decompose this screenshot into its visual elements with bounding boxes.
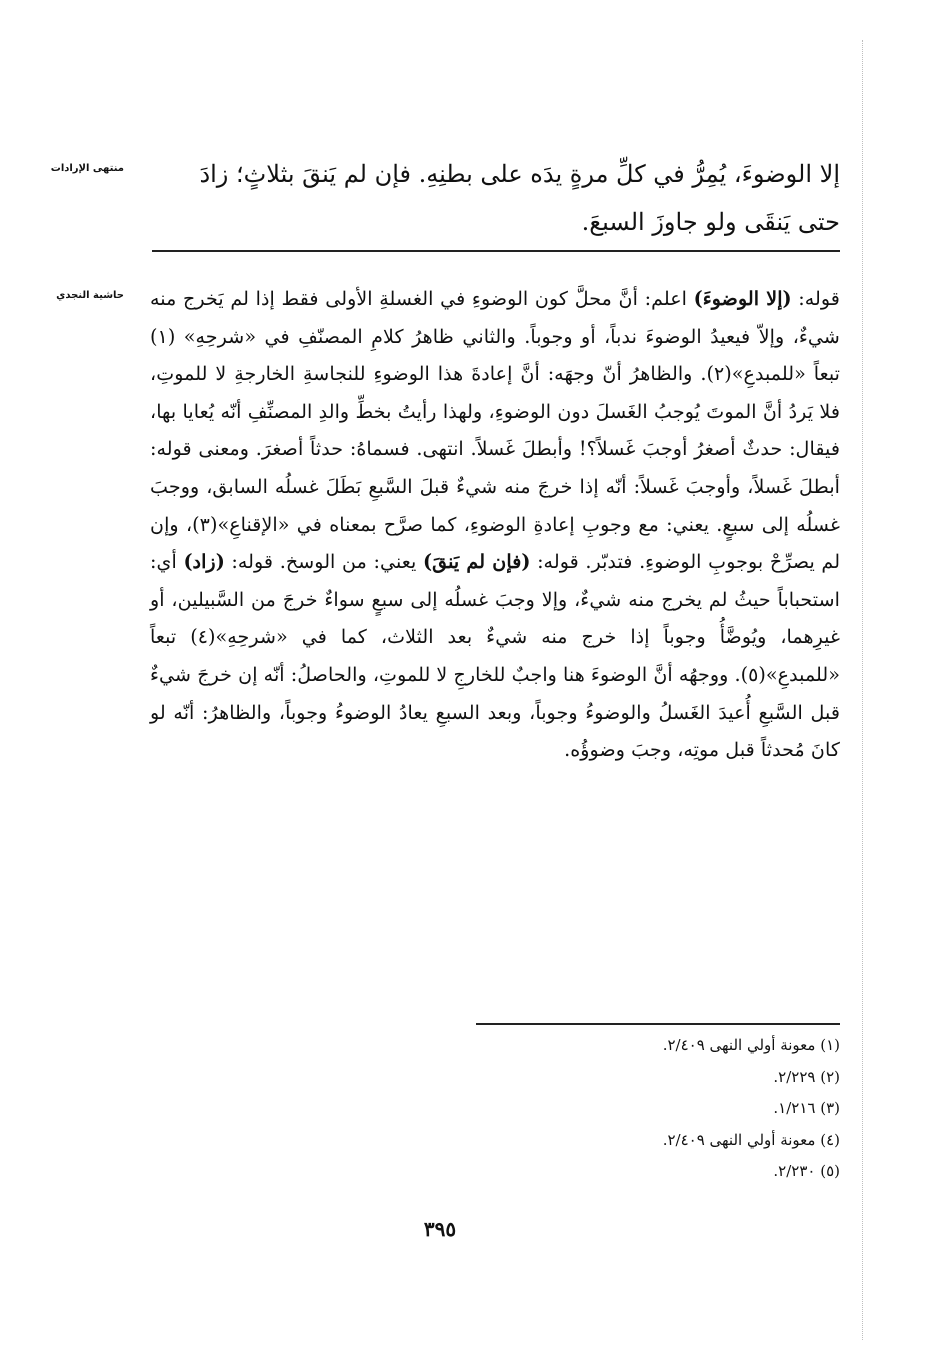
side-label-commentary: حاشية النجدي: [56, 290, 124, 301]
side-label-main-text: منتهى الإرادات: [50, 163, 124, 174]
footnotes: [470, 1030, 840, 1188]
margin-divider: [862, 40, 863, 1340]
page-number: ٣٩٥: [423, 1217, 457, 1241]
commentary-body: أي: استحباباً حيثُ لم يخرج منه شيءٌ، وإلا وجبَ غسلُه إلى سبعٍ سواءٌ خرجَ من السَّبيلين، أو غيرِهما، ويُوضَّأُ وجوباً إذا خرج منه شيءٌ بعد الثلاث، كما في «شرحِهِ»(٤) تبعاً «للمبدعِ»(٥). ووجهُه أنَّ الوضوءَ هنا واجبٌ للخارجِ لا للموتِ، والحاصلُ: أنّه إن خرجَ شيءٌ قبل السَّبعِ أُعيدَ الغَسلُ والوضوءُ وجوباً، وبعد السبعِ يعادُ الوضوءُ وجوباً، والظاهرُ: أنّه لو كانَ مُحدثاً قبل موتِه، وجبَ وضوؤُه.: [150, 550, 840, 762]
commentary-text: [150, 280, 840, 769]
commentary-term: (فإن لم يَنقَ): [423, 550, 531, 574]
main-text-line: إلا الوضوءَ، يُمِرُّ في كلِّ مرةٍ يدَه على بطنِهِ. فإن لم يَنقَ بثلاثٍ؛ زادَ: [199, 160, 840, 188]
footnote-item: (٥) ٢/٢٣٠.: [773, 1162, 840, 1180]
commentary-term: (زاد): [183, 550, 225, 574]
commentary-body: يعني: من الوسخ. قوله:: [231, 550, 417, 574]
commentary-term: (إلا الوضوءَ): [693, 287, 792, 310]
main-text: [150, 150, 840, 246]
commentary-paragraph: [150, 280, 840, 769]
main-text-separator: [152, 250, 840, 252]
footnote-item: (٣) ١/٢١٦.: [773, 1099, 840, 1117]
commentary-opening: قوله:: [798, 287, 840, 310]
footnote-item: (١) معونة أولي النهى ٢/٤٠٩.: [662, 1036, 840, 1054]
footnote-separator: [476, 1023, 840, 1025]
footnote-item: (٤) معونة أولي النهى ٢/٤٠٩.: [662, 1130, 840, 1149]
footnote-item: (٢) ٢/٢٢٩.: [773, 1067, 840, 1086]
commentary-body: اعلم: أنَّ محلَّ كون الوضوءِ في الغسلةِ الأولى فقط إذا لم يَخرج منه شيءٌ، وإلاّ فيعيدُ الوضوءَ ندباً، أو وجوباً. والثاني ظاهرُ كلامِ المصنّفِ في «شرحِهِ» (١) تبعاً «للمبدعِ»(٢). والظاهرُ أنّ وجهَه: أنَّ إعادةَ هذا الوضوءِ للنجاسةِ الخارجةِ لا للموتِ، فلا يَردُ أنَّ الموتَ يُوجبُ الغَسلَ دون الوضوءِ، ولهذا رأيتُ بخطِّ والدِ المصنِّفِ أنّه يُعايا بها، فيقال: حدثٌ أصغرُ أوجبَ غَسلاً؟! وأبطلَ غَسلاً. انتهى. فسماهُ: حدثاً أصغرَ. ومعنى قوله: أبطلَ غَسلاً، وأوجبَ غَسلاً: أنّه إذا خرجَ منه شيءٌ قبلَ السَّبعِ بَطَلَ غسلُه السابق، ووجبَ غسلُه إلى سبعٍ. يعني: مع وجوبِ إعادةِ الوضوءِ، كما صرَّح بمعناه في «الإقناعِ»(٣)، وإن لم يصرِّحْ بوجوبِ الوضوءِ. فتدبّر. قوله:: [150, 287, 841, 574]
main-text-line: حتى يَنقَى ولو جاوزَ السبعَ.: [581, 208, 840, 236]
